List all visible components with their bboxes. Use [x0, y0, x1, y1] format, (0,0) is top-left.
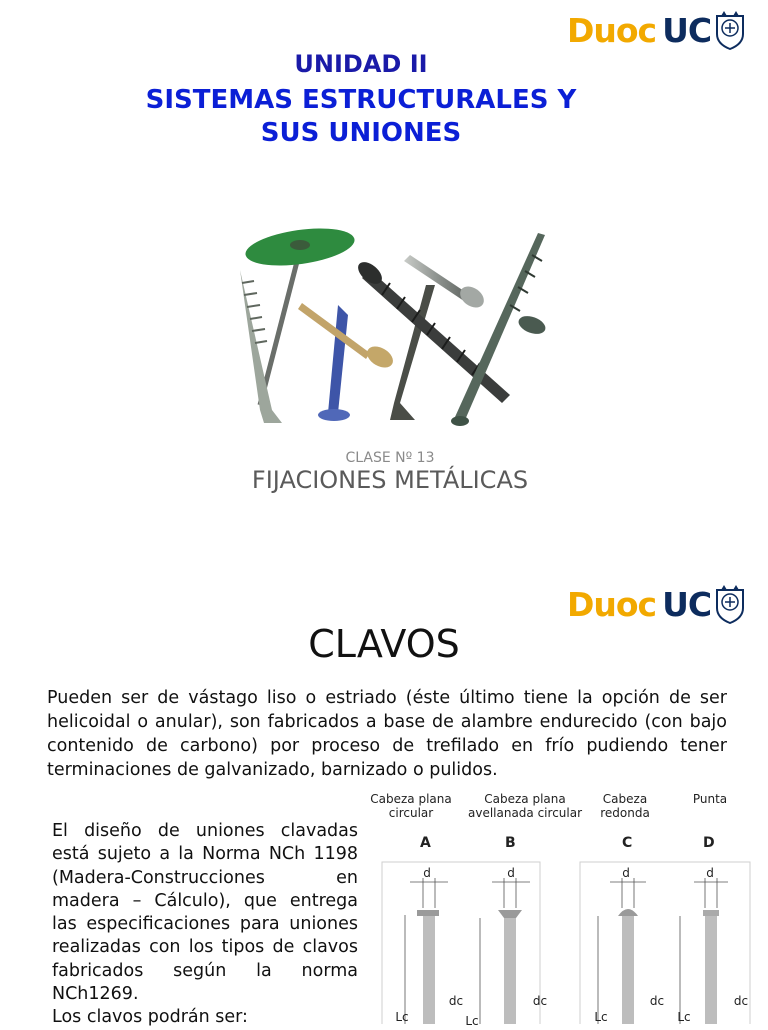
unit-heading: UNIDAD II	[294, 50, 428, 78]
dim-lc-label: Lc	[465, 1014, 479, 1028]
intro-paragraph: Pueden ser de vástago liso o estriado (éste último tiene la opción de ser helicoidal o anular), son fabricados a base de alambre endurecido (con bajo contenido de carbono) por proceso de trefilado en frío pudiendo tener terminaciones de galvanizado, barnizado o pulidos.	[47, 688, 727, 780]
dim-dc-label: dc	[733, 994, 749, 1008]
class-number: CLASE Nº 13	[345, 450, 435, 466]
class-topic: FIJACIONES METÁLICAS	[251, 466, 529, 494]
uc-seal-icon	[713, 584, 747, 624]
logo-duoc-text: Duoc	[567, 584, 657, 624]
design-paragraph	[52, 820, 358, 1030]
dim-lc-label: Lc	[395, 1010, 409, 1024]
slide-title: CLAVOS	[308, 622, 460, 666]
logo-duoc-text: Duoc	[567, 10, 657, 50]
dim-lc-label: Lc	[677, 1010, 691, 1024]
duoc-uc-logo	[567, 582, 747, 626]
nail-type-header: Cabeza redonda	[600, 792, 650, 820]
nail-letter: A	[420, 835, 431, 851]
nail-type-header: Punta	[692, 792, 728, 806]
slide-title-line-1: SISTEMAS ESTRUCTURALES Y	[145, 85, 577, 115]
nail-type-header: Cabeza plana avellanada circular	[467, 792, 583, 820]
dim-dc-label: dc	[448, 994, 464, 1008]
logo-uc-text: UC	[662, 584, 712, 624]
design-text: El diseño de uniones clavadas está sujeto a la Norma NCh 1198 (Madera-Construcciones en madera – Cálculo), que entrega las especificaciones para uniones realizadas con los tipos de clavos fabricados según la norma NCh1269.	[52, 821, 358, 1005]
nail-letter: C	[622, 835, 633, 851]
nail-drawings	[380, 860, 760, 1024]
dim-d-label: d	[622, 866, 630, 880]
dim-d-label: d	[706, 866, 714, 880]
slide-title-line-2: SUS UNIONES	[260, 118, 462, 148]
logo-uc-text: UC	[662, 10, 712, 50]
dim-lc-label: Lc	[594, 1010, 608, 1024]
dim-d-label: d	[423, 866, 431, 880]
nails-list-intro: Los clavos podrán ser:	[52, 1007, 248, 1028]
uc-seal-icon	[713, 10, 747, 50]
nail-letter: B	[505, 835, 516, 851]
dim-dc-label: dc	[532, 994, 548, 1008]
duoc-uc-logo	[567, 8, 747, 52]
fasteners-illustration	[220, 225, 560, 430]
slide-divider	[0, 545, 768, 546]
dim-d-label: d	[507, 866, 515, 880]
nail-letter: D	[703, 835, 715, 851]
nail-type-header: Cabeza plana circular	[370, 792, 452, 820]
dim-dc-label: dc	[649, 994, 665, 1008]
slide-title	[0, 84, 722, 150]
